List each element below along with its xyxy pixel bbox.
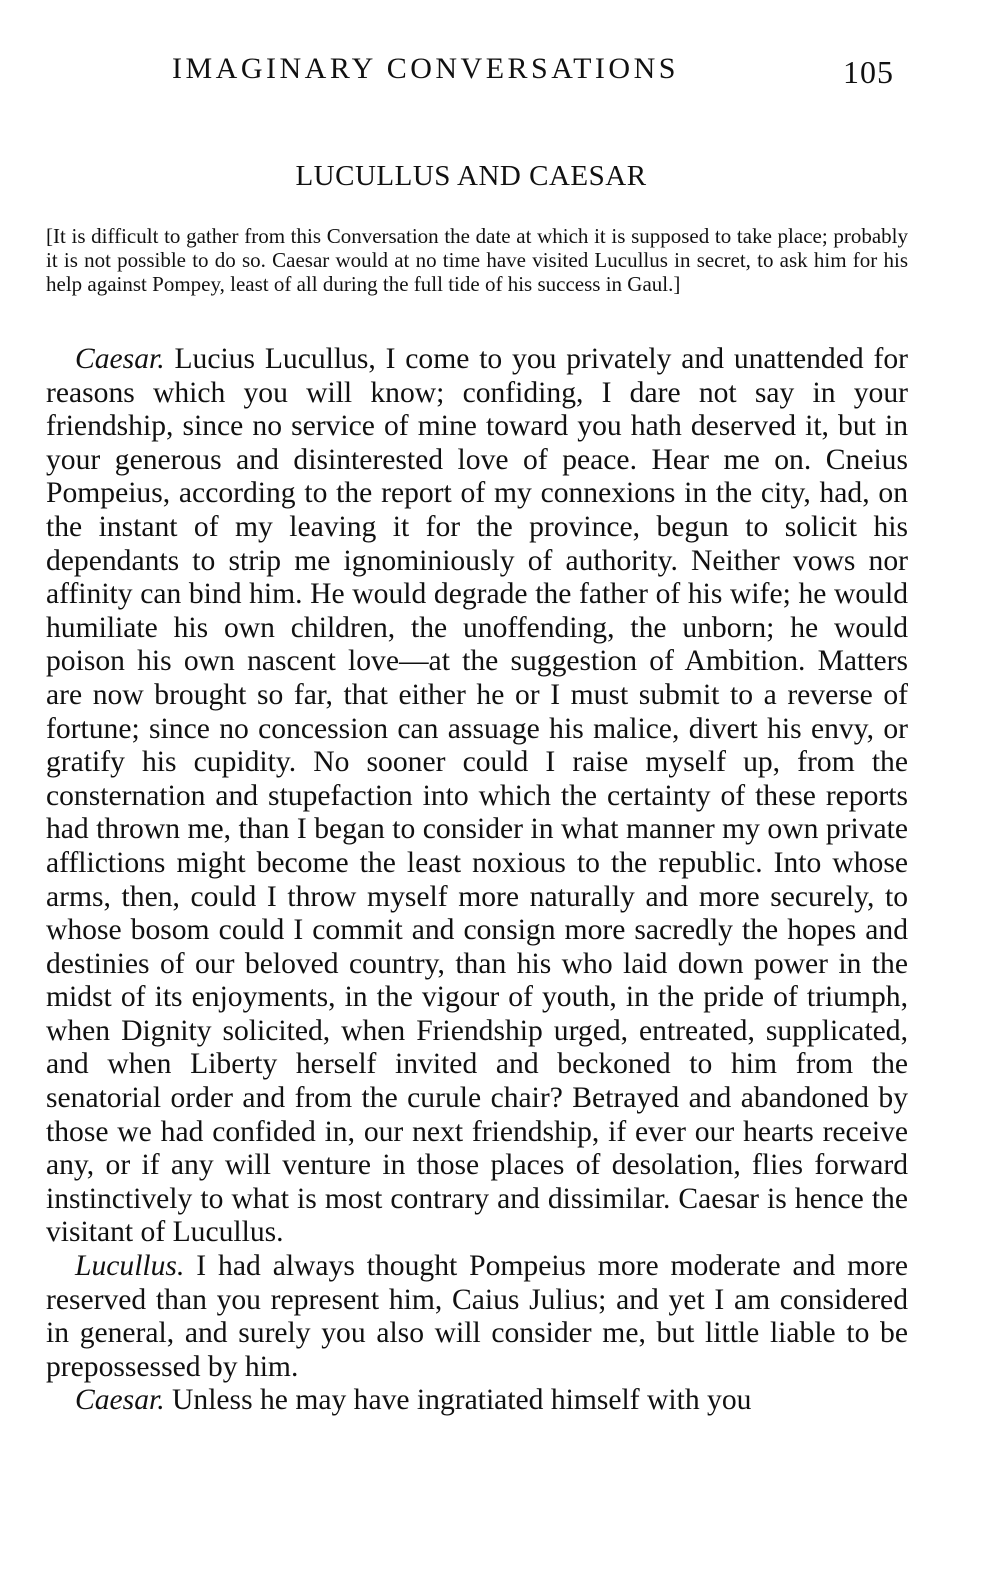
editorial-note: [It is difficult to gather from this Conversation the date at which it is supposed to take place; probably it is not possible to do so. Caesar would at no time have visited Lucullus in secret, to ask him for his help against Pompey, least of all during the full tide of his success in Gaul.] [46,224,908,296]
speaker-name: Caesar. [75,343,165,375]
running-title: IMAGINARY CONVERSATIONS [172,52,679,85]
speech-text: Lucius Lucullus, I come to you privately and unattended for reasons which you will know; confiding, I dare not say in your friendship, since no service of mine toward you hath deserved it, but in your generous and disinterested love of peace. Hear me on. Cneius Pompeius, according to the report of my connexions in the city, had, on the instant of my leaving it for the province, begun to solicit his dependants to strip me ignominiously of authority. Neither vows nor affinity can bind him. He would degrade the father of his wife; he would humiliate his own children, the unoffending, the unborn; he would poison his own nascent love—at the suggestion of Ambition. Matters are now brought so far, that either he or I must submit to a reverse of fortune; since no concession can assuage his malice, divert his envy, or gratify his cupidity. No sooner could I raise myself up, from the consternation and stupefaction into which the certainty of these reports had thrown me, than I began to consider in what manner my own private afflictions might become the least noxious to the republic. Into whose arms, then, could I throw myself more naturally and more securely, to whose bosom could I commit and consign more sacredly the hopes and destinies of our beloved country, than his who laid down power in the midst of its enjoyments, in the vigour of youth, in the pride of triumph, when Dignity solicited, when Friendship urged, entreated, supplicated, and when Liberty herself invited and beckoned to him from the senatorial order and from the curule chair? Betrayed and abandoned by those we had confided in, our next friendship, if ever our hearts receive any, or if any will venture in those places of desolation, flies forward instinctively to what is most contrary and dissimilar. Caesar is hence the visitant of Lucullus. [46,343,908,1249]
page-number: 105 [843,54,894,90]
speech-text: Unless he may have ingratiated himself with you [172,1384,752,1417]
dialogue-body [46,343,908,1418]
speaker-name: Lucullus. [75,1250,185,1283]
section-title: LUCULLUS AND CAESAR [295,160,647,192]
speech-text: I had always thought Pompeius more moderate and more reserved than you represent him, Caius Julius; and yet I am considered in general, and surely you also will consider me, but little liable to be prepossessed by him. [46,1250,908,1383]
dialogue-paragraph-caesar-1 [46,343,908,1250]
running-head [0,52,1000,96]
speaker-name: Caesar. [75,1384,165,1417]
dialogue-paragraph-lucullus-1 [46,1250,908,1384]
dialogue-paragraph-caesar-2 [46,1384,908,1418]
